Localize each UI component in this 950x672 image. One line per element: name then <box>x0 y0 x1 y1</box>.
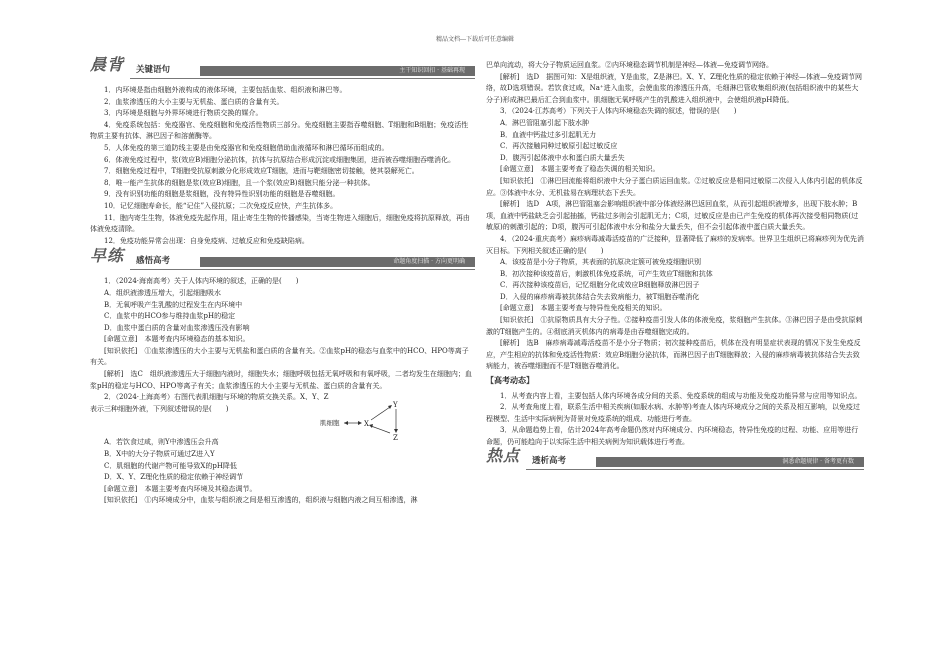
section-big-title: 晨背 <box>90 55 125 74</box>
figure-label-cell: 肌细胞 <box>320 419 340 428</box>
question-option: D．腹泻引起体液中水和蛋白质大量丢失 <box>500 153 625 162</box>
section-strip <box>596 457 864 467</box>
key-sentence: 5．人体免疫的第三道防线主要是由免疫器官和免疫细胞借助血液循环和淋巴循环而组成的。 <box>104 143 389 152</box>
dynamics-paragraph: 2．从考查角度上看，联系生活中相关疾病(如服水病、水肿等)考查人体内环境成分之间的关系及相互影响，以免疫过程模型、生活中实际病例为背景对免疫系统的组成、功能进行考查。 <box>486 403 860 423</box>
question-stem: 2．（2024·上海高考）右图代表肌细胞与环境的物质交换关系。X、Y、Z表示三种细胞外液，下列叙述错误的是( ) <box>90 393 329 413</box>
exam-dynamics-heading: 【高考动态】 <box>486 376 534 386</box>
figure-label-x: X <box>364 420 369 429</box>
section-strip-text: 主干知识回扣 · 基础再现 <box>399 67 465 74</box>
section-practice-header <box>90 246 475 270</box>
knowledge-basis: [知识依托] ①抗原物质具有大分子性。②接种疫苗引发人体的体液免疫，浆细胞产生抗体。③淋巴因子是由受抗原刺激的T细胞产生的。④彻底消灭机体内的病毒是由吞噬细胞完成的。 <box>486 316 863 336</box>
dynamics-paragraph: 3．从命题趋势上看，估计2024年高考命题仍然对内环境成分、内环境稳态，特异性免疫的过程、功能、应用等进行命题，仍可能趋向于以实际生活中相关病例为知识载体进行考查。 <box>486 426 859 446</box>
knowledge-basis: [知识依托] ①内环境成分中，血浆与组织液之间是相互渗透的，组织液与细胞内液之间互相渗透，淋 <box>104 496 418 505</box>
key-sentence: 7．细胞免疫过程中，T细胞受抗原刺激分化形成效应T细胞，进而与靶细胞密切接触，使其裂解死亡。 <box>104 167 419 176</box>
key-sentence: 8．唯一能产生抗体的细胞是浆(效应B)细胞，且一个浆(效应B)细胞只能分泌一种抗体。 <box>104 178 375 187</box>
figure-label-z: Z <box>393 434 398 443</box>
answer-analysis: [解析] 选B 麻疹病毒减毒活疫苗不是小分子物质；初次接种疫苗后，机体在没有明显症状表现的情况下发生免疫反应，产生相应的抗体和免疫活性物质：效应B细胞分泌抗体，而淋巴因子由T细胞释放；入侵的麻疹病毒被抗体结合失去致病能力，被吞噬细胞而不是T细胞吞噬消化。 <box>486 339 861 371</box>
question-stem: 4．（2024·重庆高考）麻疹病毒减毒活疫苗的广泛接种，显著降低了麻疹的发病率。世界卫生组织已将麻疹列为优先消灭目标。下列相关叙述正确的是( ) <box>486 234 864 255</box>
knowledge-basis-continued: 巴单向流动，将大分子物质运回血浆。②内环境稳态调节机制是神经—体液—免疫调节网络。 <box>486 61 773 69</box>
knowledge-basis: [知识依托] ①淋巴回流能将组织液中大分子蛋白质运回血浆。②过敏反应是相同过敏原二次侵入人体内引起的机体反应。③体液中水分、无机盐易在病理状态下丢失。 <box>486 176 863 197</box>
question-option: A．该疫苗是小分子物质，其表面的抗原决定簇可被免疫细胞识别 <box>500 258 702 267</box>
key-sentence: 3．内环境是细胞与外界环境进行物质交换的媒介。 <box>104 109 263 118</box>
question-intent: [命题立意] 本题主要考查了稳态失调的相关知识。 <box>500 165 660 174</box>
question-stem: 1．（2024·海南高考）关于人体内环境的叙述，正确的是( ) <box>104 277 299 286</box>
knowledge-basis: [知识依托] ①血浆渗透压的大小主要与无机盐和蛋白质的含量有关。②血浆pH的稳态与血浆中的HCO、HPO等离子有关。 <box>90 346 469 367</box>
question-intent: [命题立意] 本题主要考查内环境及其稳态调节。 <box>104 484 257 493</box>
exchange-diagram <box>90 399 475 443</box>
key-sentence: 2．血浆渗透压的大小主要与无机盐、蛋白质的含量有关。 <box>104 97 284 106</box>
key-sentence: 1．内环境是指由细胞外液构成的液体环境，主要包括血浆、组织液和淋巴等。 <box>104 86 347 94</box>
section-strip <box>200 66 475 76</box>
section-morning-header <box>90 55 475 79</box>
key-sentence: 11．胞内寄生生物，体液免疫先起作用，阻止寄生生物的传播感染，当寄生物进入细胞后，细胞免疫将抗原释放，再由体液免疫清除。 <box>90 213 470 234</box>
section-strip <box>200 257 475 267</box>
section-title: 透析高考 <box>532 455 567 466</box>
section-strip-text: 洞悉命题规律 · 备考更有数 <box>782 457 854 465</box>
section-title: 感悟高考 <box>136 256 171 267</box>
section-title: 关键语句 <box>136 65 171 75</box>
answer-analysis: [解析] 选D A项，淋巴管阻塞会影响组织液中部分体液经淋巴返回血浆，从而引起组织液增多，出现下肢水肿；B项，血液中钙盐缺乏会引起抽搐，钙盐过多则会引起肌无力；C项，过敏反应是由已产生免疫的机体再次接受相同物质(过敏原)的刺激引起的；D项，腹泻可引起体液中水分和盐分大量丢失，但不会引起体液中蛋白质大量丢失。 <box>486 200 859 232</box>
left-column <box>90 55 475 507</box>
section-hotspot-header <box>486 445 864 470</box>
question-option: D．入侵的麻疹病毒被抗体结合失去致病能力，被T细胞吞噬消化 <box>500 292 700 301</box>
question-option: A．组织液渗透压增大，引起细胞吸水 <box>104 288 222 297</box>
key-sentence: 9．没有识别功能的细胞是浆细胞，没有特异性识别功能的细胞是吞噬细胞。 <box>104 190 340 199</box>
question-option: B．初次接种该疫苗后，刺激机体免疫系统，可产生效应T细胞和抗体 <box>500 269 713 278</box>
section-underline <box>130 269 475 270</box>
section-underline <box>526 469 864 470</box>
question-option: C．血浆中的HCO参与维持血浆pH的稳定 <box>104 312 236 321</box>
key-sentence: 10．记忆细胞寿命长，能“记住”入侵抗原；二次免疫反应快，产生抗体多。 <box>104 201 338 210</box>
key-sentence: 4．免疫系统包括：免疫器官、免疫细胞和免疫活性物质三部分。免疫细胞主要指吞噬细胞、T细胞和B细胞；免疫活性物质主要有抗体、淋巴因子和溶菌酶等。 <box>90 120 469 141</box>
section-strip-text: 命题角度扫描 · 方向更明确 <box>393 258 465 266</box>
question-option: A．若饮食过咸，则Y中渗透压会升高 <box>104 438 219 447</box>
key-sentence: 6．体液免疫过程中，浆(效应B)细胞分泌抗体，抗体与抗原结合形成沉淀或细胞集团，进而被吞噬细胞吞噬消化。 <box>104 155 456 164</box>
section-underline <box>130 78 475 79</box>
question-stem: 3．（2024·江苏高考）下列关于人体内环境稳态失调的叙述，错误的是( ) <box>500 107 737 116</box>
question-option: B．X中的大分子物质可通过Z进入Y <box>104 450 215 459</box>
question-intent: [命题立意] 本题考查内环境稳态的基本知识。 <box>104 335 250 344</box>
section-big-title: 早练 <box>90 246 125 266</box>
figure-label-y: Y <box>393 401 398 410</box>
header-note: 精品文档---下载后可任意编辑 <box>435 36 515 43</box>
answer-analysis: [解析] 选D 据图可知：X是组织液，Y是血浆，Z是淋巴。X、Y、Z理化性质的稳定依赖于神经—体液—免疫调节网络，故D选项错误。若饮食过咸，Na⁺进入血浆，会使血浆的渗透压升高，毛细淋巴管收集组织液(包括组织液中的某些大分子)形成淋巴最后汇合到血浆中。肌细胞无氧呼吸产生的乳酸进入组织液中，会使组织液pH降低。 <box>486 72 863 104</box>
right-column <box>486 60 864 476</box>
question-option: B．无氧呼吸产生乳酸的过程发生在内环境中 <box>104 300 243 309</box>
question-option: C．肌细胞的代谢产物可能导致X的pH降低 <box>104 461 237 470</box>
section-big-title: 热点 <box>486 445 521 465</box>
question-option: A．淋巴管阻塞引起下肢水肿 <box>500 118 590 127</box>
question-option: C．再次接触同种过敏原引起过敏反应 <box>500 142 618 151</box>
dynamics-paragraph: 1．从考查内容上看，主要包括人体内环境各成分间的关系、免疫系统的组成与功能及免疫功能异常与应用等知识点。 <box>500 391 862 400</box>
key-sentence: 12．免疫功能异常会出现：自身免疫病、过敏反应和免疫缺陷病。 <box>104 236 309 245</box>
exam-dynamics-title: 高考动态 <box>494 376 526 386</box>
question-intent: [命题立意] 本题主要考查与特异性免疫相关的知识。 <box>500 304 667 313</box>
question-option: D．血浆中蛋白质的含量对血浆渗透压没有影响 <box>104 323 250 332</box>
question-option: B．血液中钙盐过多引起肌无力 <box>500 130 597 139</box>
question-option: C．再次接种该疫苗后，记忆细胞分化成效应B细胞释放淋巴因子 <box>500 281 700 290</box>
answer-analysis: [解析] 选C 组织液渗透压大于细胞内液时，细胞失水；细胞呼吸包括无氧呼吸和有氧呼吸，二者均发生在细胞内；血浆pH的稳定与HCO、HPO等离子有关；血浆渗透压的大小主要与无机盐、蛋白质的含量有关。 <box>90 370 472 390</box>
question-option: D．X、Y、Z理化性质的稳定依赖于神经调节 <box>104 473 244 482</box>
